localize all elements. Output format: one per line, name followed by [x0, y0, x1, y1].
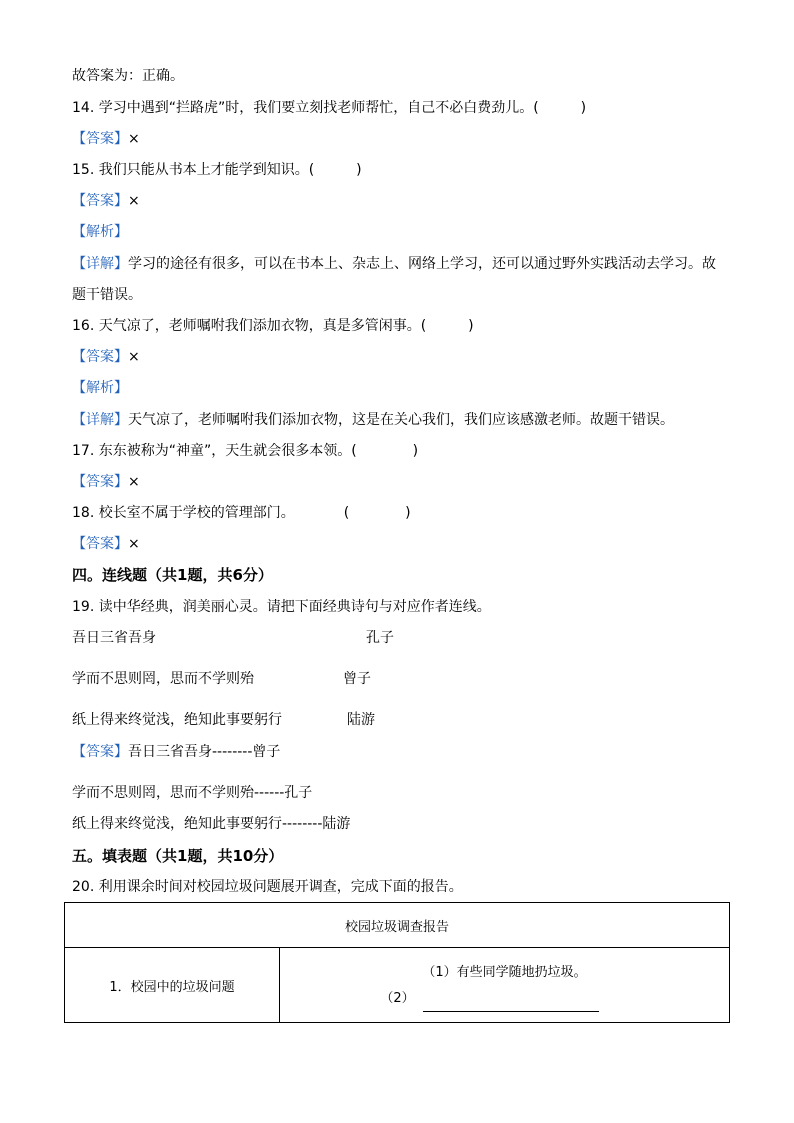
question-14: 14. 学习中遇到“拦路虎”时，我们要立刻找老师帮忙，自己不必白费劲儿。( ): [72, 100, 587, 116]
section-4-heading: 四。连线题（共1题，共6分）: [72, 566, 273, 584]
answer-value: ×: [128, 193, 140, 209]
detail-15: [72, 254, 716, 274]
answer-tag: 【答案】: [72, 536, 128, 552]
poem-line-1: 吾日三省吾身: [72, 630, 156, 646]
question-20: 20. 利用课余时间对校园垃圾问题展开调查，完成下面的报告。: [72, 879, 463, 895]
author-2: 曾子: [343, 671, 371, 687]
detail-text: 天气凉了，老师嘱咐我们添加衣物，这是在关心我们，我们应该感激老师。故题干错误。: [128, 412, 674, 428]
detail-tag: 【详解】: [72, 412, 128, 428]
report-item-2: [251, 986, 728, 1012]
author-3: 陆游: [347, 712, 375, 728]
report-item-1: （1）有些同学随地扔垃圾。: [422, 965, 587, 980]
answer-value: ×: [128, 349, 140, 365]
answer-line-2: 学而不思则罔，思而不学则殆------孔子: [72, 785, 313, 801]
answer-tag: 【答案】: [72, 349, 128, 365]
report-row-content: [280, 948, 730, 1023]
answer-tag: 【答案】: [72, 131, 128, 147]
report-row-label: 1．校园中的垃圾问题: [65, 948, 280, 1023]
answer-tag: 【答案】: [72, 744, 128, 760]
analysis-15: [72, 222, 128, 242]
answer-tag: 【答案】: [72, 474, 128, 490]
answer-line-1: 吾日三省吾身--------曾子: [128, 744, 281, 760]
answer-19: [72, 742, 280, 762]
answer-15: [72, 191, 140, 211]
answer-18: [72, 534, 140, 554]
answer-14: [72, 129, 140, 149]
answer-line-3: 纸上得来终觉浅，绝知此事要躬行--------陆游: [72, 816, 351, 832]
analysis-tag: 【解析】: [72, 380, 128, 396]
question-18: 18. 校长室不属于学校的管理部门。 ( ): [72, 505, 411, 521]
answer-tag: 【答案】: [72, 193, 128, 209]
answer-value: ×: [128, 536, 140, 552]
question-15: 15. 我们只能从书本上才能学到知识。( ): [72, 162, 362, 178]
detail-tag: 【详解】: [72, 256, 128, 272]
question-19: 19. 读中华经典，润美丽心灵。请把下面经典诗句与对应作者连线。: [72, 599, 491, 615]
question-17: 17. 东东被称为“神童”，天生就会很多本领。( ): [72, 443, 419, 459]
poem-line-2: 学而不思则罔，思而不学则殆: [72, 671, 254, 687]
answer-value: ×: [128, 131, 140, 147]
detail-16: [72, 410, 674, 430]
answer-17: [72, 472, 140, 492]
section-5-heading: 五。填表题（共1题，共10分）: [72, 847, 284, 865]
conclusion-text: 故答案为：正确。: [72, 68, 184, 84]
analysis-tag: 【解析】: [72, 224, 128, 240]
analysis-16: [72, 378, 128, 398]
detail-text: 学习的途径有很多，可以在书本上、杂志上、网络上学习，还可以通过野外实践活动去学习。故: [128, 256, 716, 272]
answer-blank-line[interactable]: [423, 997, 599, 1012]
report-item-2-label: （2）: [380, 991, 415, 1006]
detail-15-cont: 题干错误。: [72, 287, 142, 303]
author-1: 孔子: [366, 630, 394, 646]
answer-16: [72, 347, 140, 367]
poem-line-3: 纸上得来终觉浅，绝知此事要躬行: [72, 712, 282, 728]
answer-value: ×: [128, 474, 140, 490]
question-16: 16. 天气凉了，老师嘱咐我们添加衣物，真是多管闲事。( ): [72, 318, 474, 334]
report-table: [64, 902, 730, 1023]
report-title: 校园垃圾调查报告: [65, 903, 730, 948]
